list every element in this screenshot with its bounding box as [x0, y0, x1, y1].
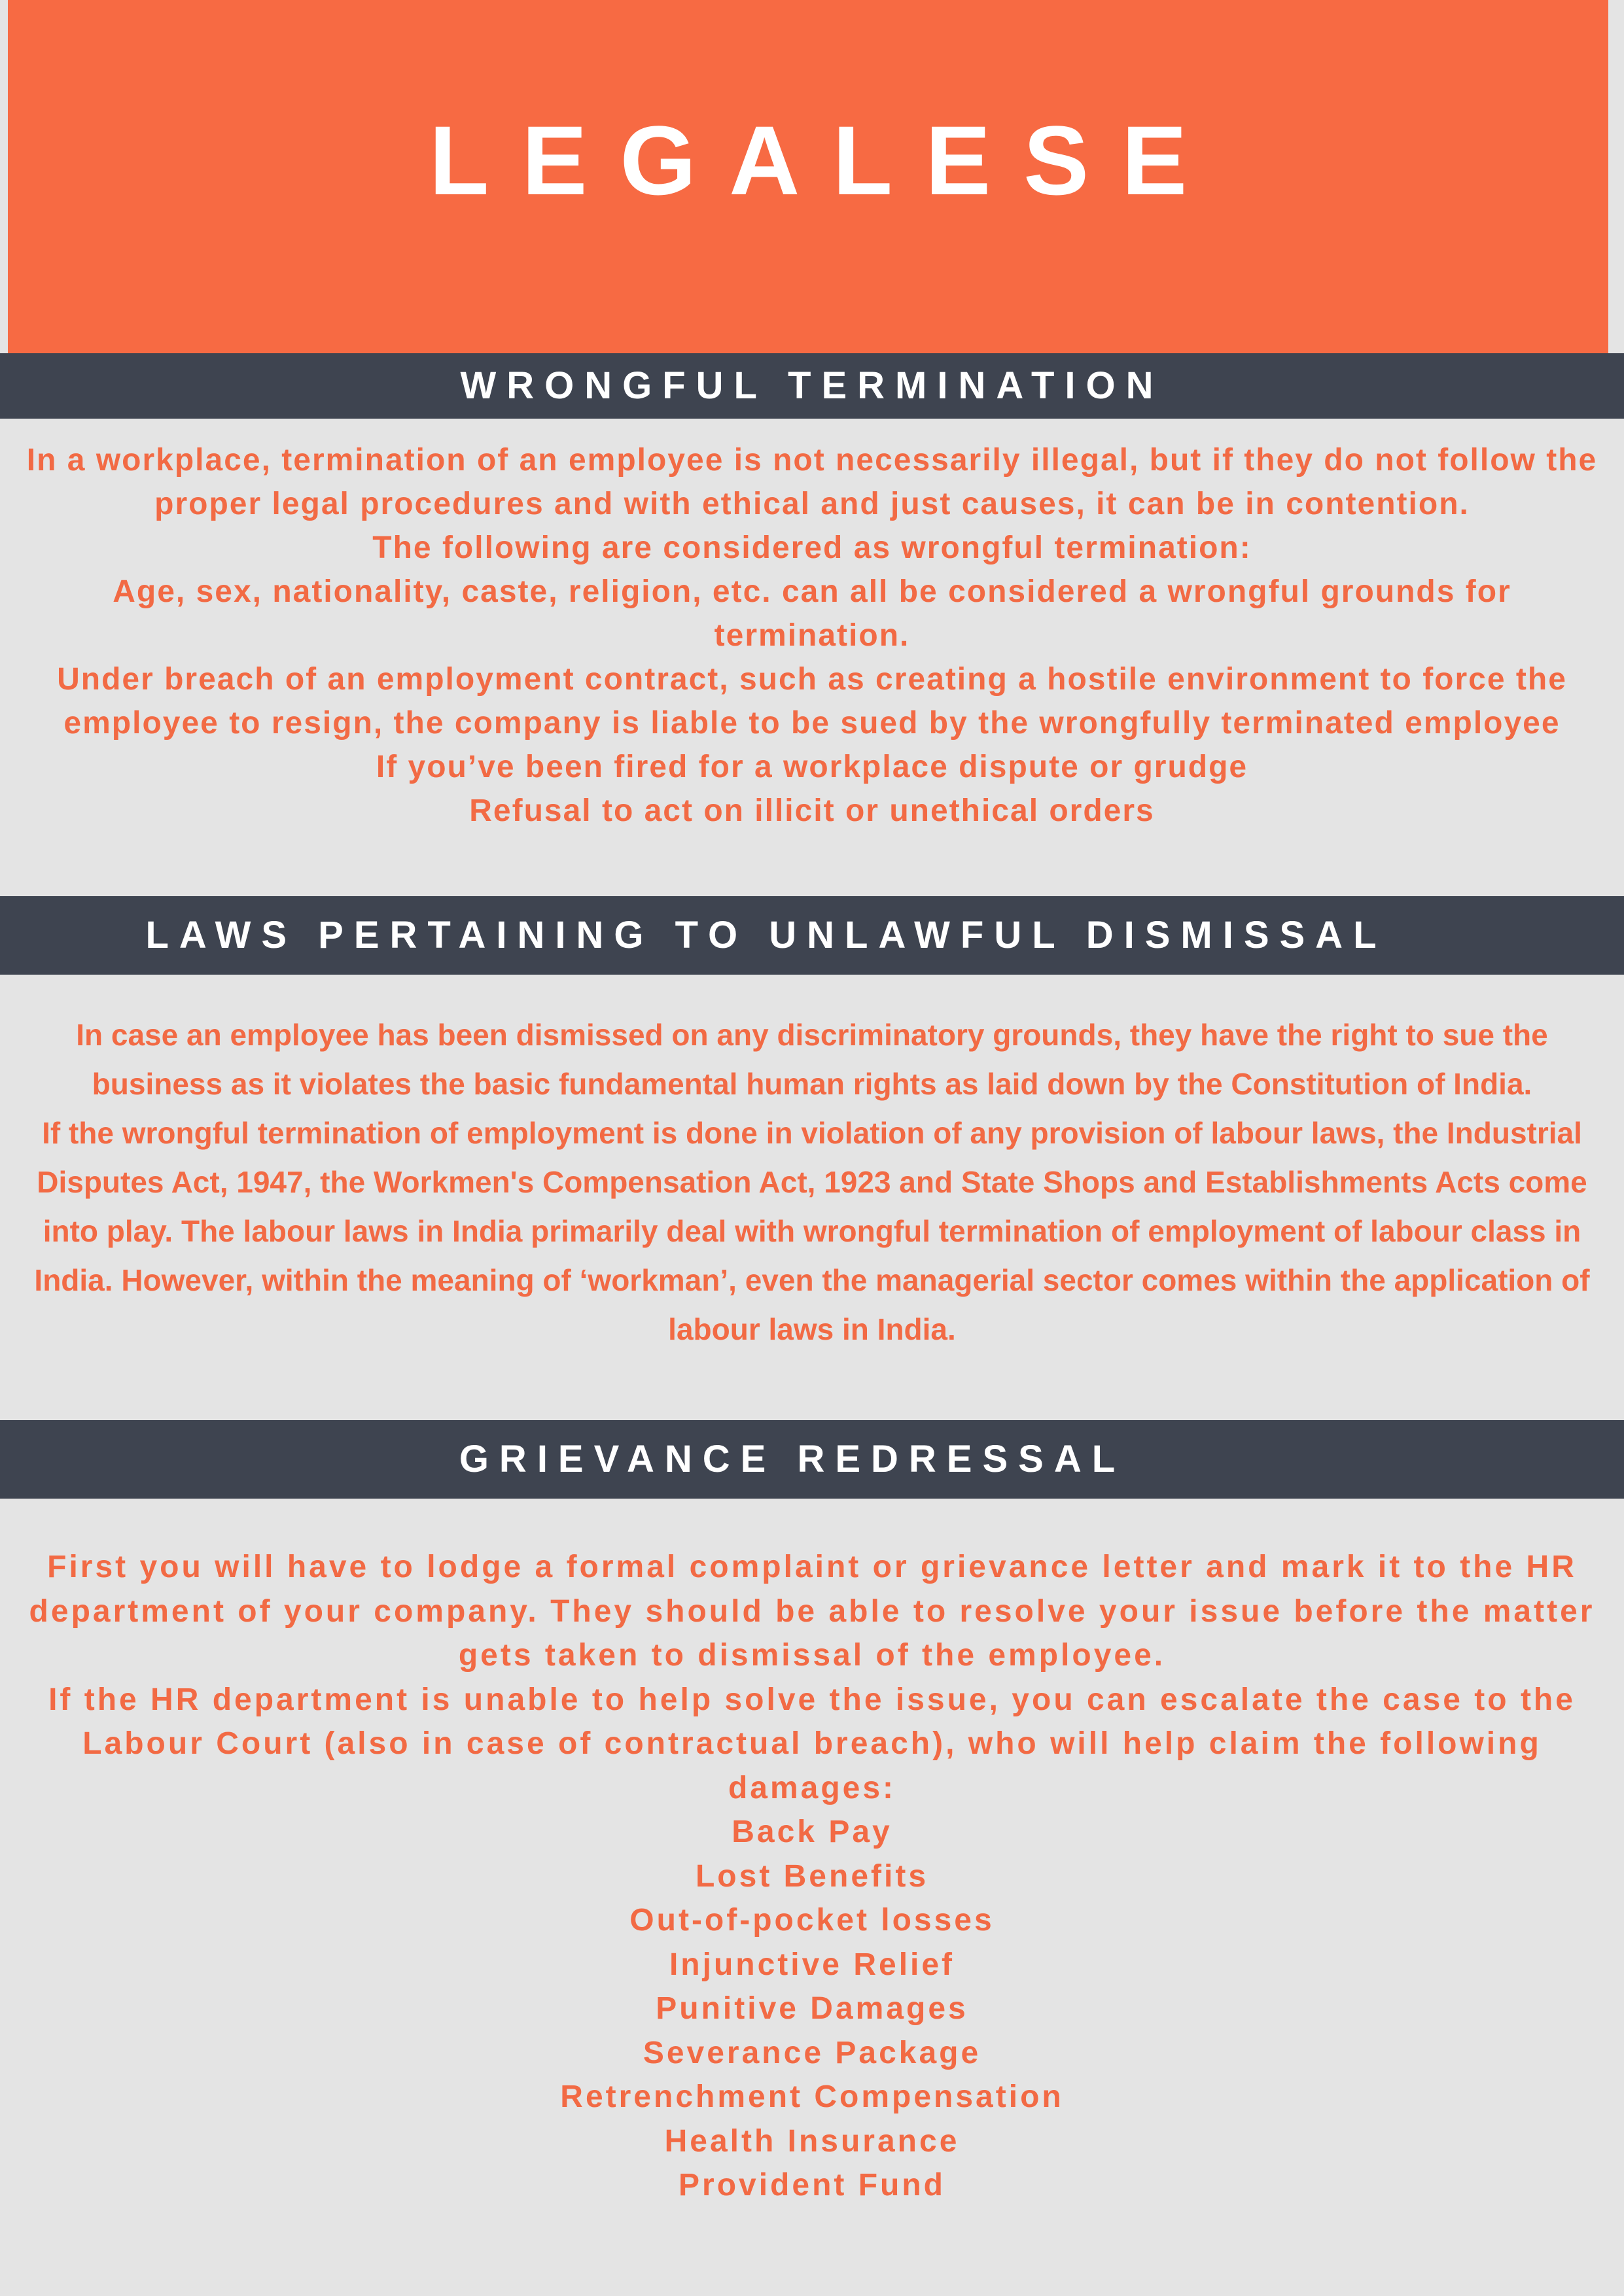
damages-list-item: Punitive Damages [656, 1991, 968, 2026]
header-banner [8, 0, 1608, 353]
damages-list-item: Back Pay [732, 1815, 892, 1849]
paragraph: If the HR department is unable to help solve the issue, you can escalate the case to the Labour Court (also in case of contractual breach), who will help claim the following damages: [48, 1682, 1576, 1805]
section-heading-label: WRONGFUL TERMINATION [460, 364, 1164, 407]
paragraph: Refusal to act on illicit or unethical orders [469, 793, 1155, 828]
section-body-wrongful-termination [26, 438, 1598, 833]
paragraph: If the wrongful termination of employment is done in violation of any provision of labour laws, the Industrial Disputes Act, 1947, the Workmen's Compensation Act, 1923 and State Shops and Establishments Acts come into play. The labour laws in India primarily deal with wrongful termination of employment of labour class in India. However, within the meaning of ‘workman’, even the managerial sector comes within the application of labour laws in India. [34, 1116, 1590, 1346]
damages-list-item: Out-of-pocket losses [629, 1903, 995, 1938]
section-heading-grievance-redressal [0, 1420, 1624, 1499]
damages-list-item: Lost Benefits [695, 1858, 929, 1894]
section-heading-label: LAWS PERTAINING TO UNLAWFUL DISMISSAL [145, 914, 1387, 956]
paragraph: Age, sex, nationality, caste, religion, etc. can all be considered a wrongful grounds for termination. [113, 574, 1511, 653]
section-body-grievance-redressal [26, 1545, 1598, 2208]
section-heading-laws-unlawful-dismissal [0, 896, 1624, 975]
damages-list-item: Retrenchment Compensation [560, 2079, 1064, 2114]
paragraph: Under breach of an employment contract, such as creating a hostile environment to force the employee to resign, the company is liable to be sued by the wrongfully terminated employee [57, 662, 1567, 740]
damages-list-item: Injunctive Relief [669, 1947, 955, 1982]
damages-list-item: Severance Package [643, 2035, 981, 2070]
damages-list-item: Provident Fund [679, 2168, 945, 2202]
paragraph: The following are considered as wrongful termination: [372, 531, 1252, 565]
page-title: LEGALESE [429, 105, 1220, 215]
section-heading-wrongful-termination [0, 353, 1624, 419]
damages-list-item: Health Insurance [664, 2123, 960, 2159]
section-body-laws-unlawful-dismissal [26, 1011, 1598, 1354]
paragraph: In a workplace, termination of an employee is not necessarily illegal, but if they do not follow the proper legal procedures and with ethical and just causes, it can be in contention. [26, 443, 1598, 521]
section-heading-label: GRIEVANCE REDRESSAL [459, 1438, 1126, 1480]
paragraph: First you will have to lodge a formal complaint or grievance letter and mark it to the HR department of your company. They should be able to resolve your issue before the matter gets taken to dismissal of the employee. [29, 1550, 1595, 1673]
paragraph: In case an employee has been dismissed on any discriminatory grounds, they have the right to sue the business as it violates the basic fundamental human rights as laid down by the Constitution of India. [76, 1018, 1548, 1101]
paragraph: If you’ve been fired for a workplace dispute or grudge [376, 750, 1248, 784]
